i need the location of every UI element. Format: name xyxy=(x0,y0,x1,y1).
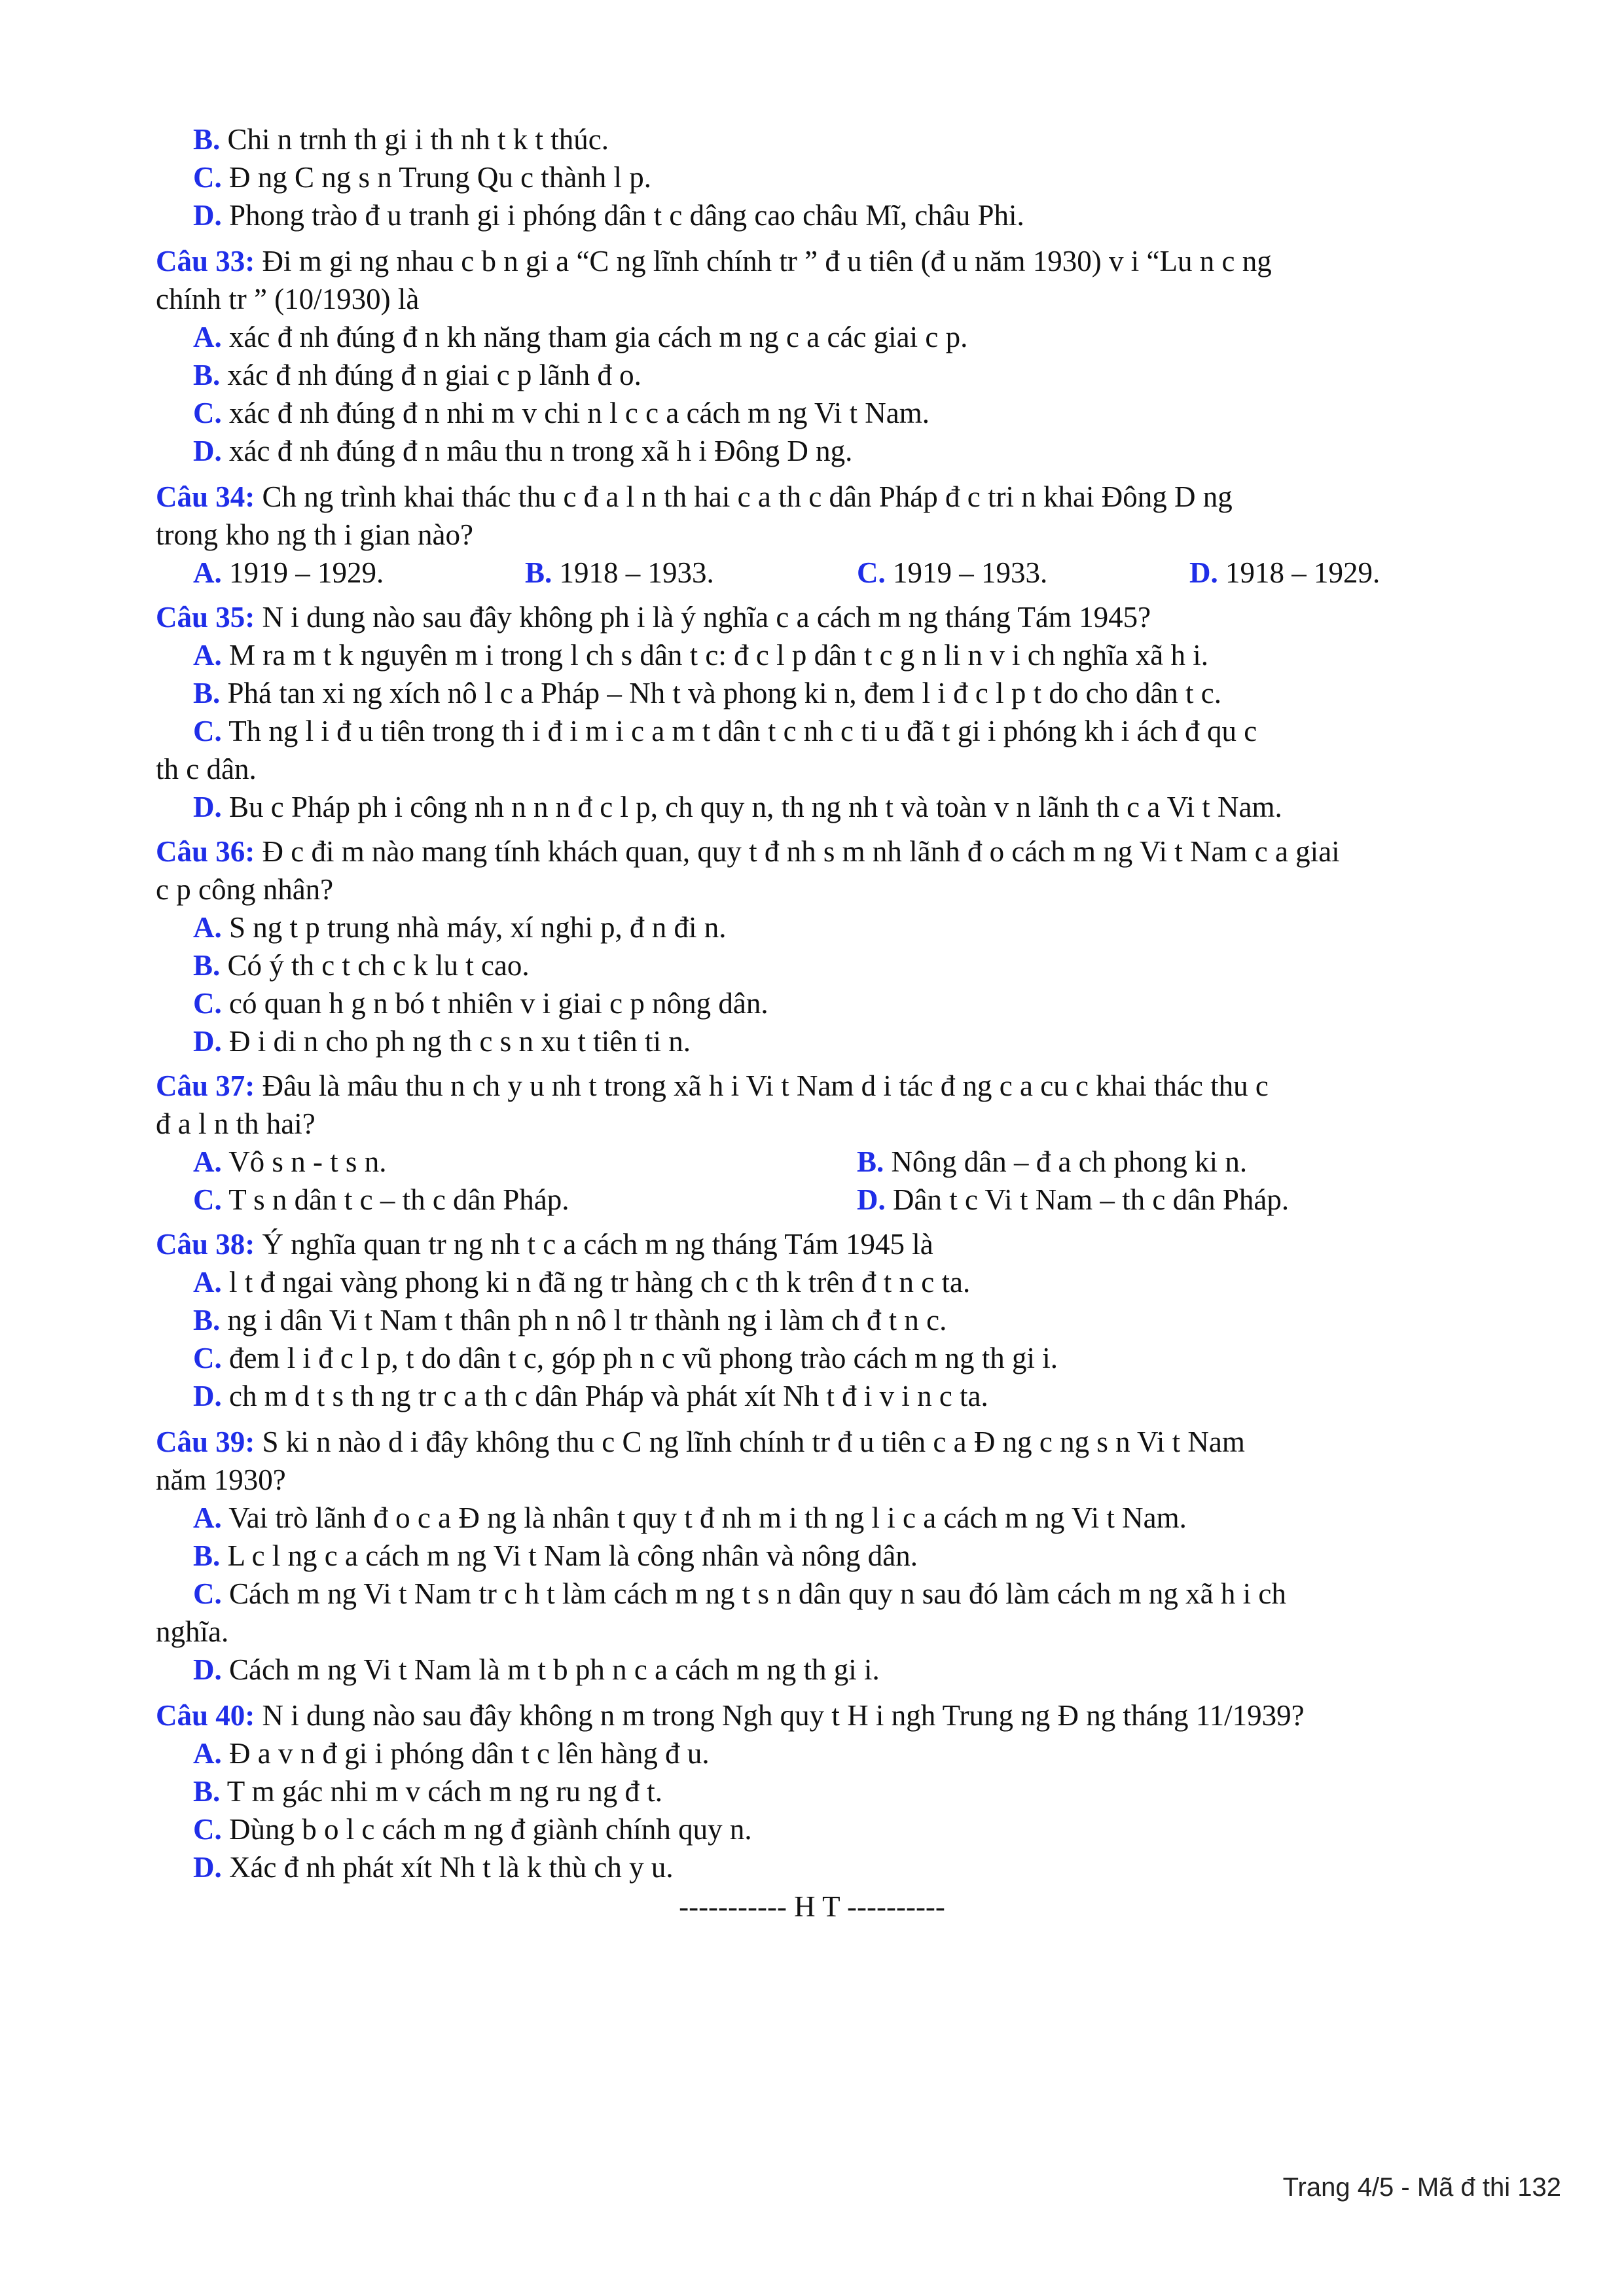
q35-option-d: D. Bu c Pháp ph i công nh n n n đ c l p, ch quy n, th ng nh t và toàn v n lãnh th c a Vi t Nam. xyxy=(193,791,1282,823)
q37-option-a: A. Vô s n - t s n. xyxy=(193,1145,387,1178)
q38-option-c: C. đem l i đ c l p, t do dân t c, góp ph n c vũ phong trào cách m ng th gi i. xyxy=(193,1342,1058,1374)
question-39: Câu 39: S ki n nào d i đây không thu c C ng lĩnh chính tr đ u tiên c a Đ ng c ng s n Vi t Nam xyxy=(156,1426,1245,1458)
q37-option-c: C. T s n dân t c – th c dân Pháp. xyxy=(193,1183,569,1216)
question-34: Câu 34: Ch ng trình khai thác thu c đ a l n th hai c a th c dân Pháp đ c tri n khai Đông D ng xyxy=(156,480,1233,513)
question-36-cont: c p công nhân? xyxy=(156,873,334,906)
q34-option-c: C. 1919 – 1933. xyxy=(857,556,1048,589)
q36-option-d: D. Đ i di n cho ph ng th c s n xu t tiên ti n. xyxy=(193,1025,691,1058)
question-37-cont: đ a l n th hai? xyxy=(156,1107,316,1140)
q39-option-c: C. Cách m ng Vi t Nam tr c h t làm cách m ng t s n dân quy n sau đó làm cách m ng xã h i ch xyxy=(193,1577,1286,1610)
q34-option-b: B. 1918 – 1933. xyxy=(525,556,714,589)
q38-option-d: D. ch m d t s th ng tr c a th c dân Pháp và phát xít Nh t đ i v i n c ta. xyxy=(193,1380,988,1412)
question-40: Câu 40: N i dung nào sau đây không n m trong Ngh quy t H i ngh Trung ng Đ ng tháng 11/1939? xyxy=(156,1699,1305,1732)
q35-option-b: B. Phá tan xi ng xích nô l c a Pháp – Nh t và phong ki n, đem l i đ c l p t do cho dân t c. xyxy=(193,677,1222,709)
q38-option-b: B. ng i dân Vi t Nam t thân ph n nô l tr thành ng i làm ch đ t n c. xyxy=(193,1304,947,1336)
q36-option-c: C. có quan h g n bó t nhiên v i giai c p nông dân. xyxy=(193,987,768,1020)
q39-option-d: D. Cách m ng Vi t Nam là m t b ph n c a cách m ng th gi i. xyxy=(193,1653,880,1686)
q40-option-b: B. T m gác nhi m v cách m ng ru ng đ t. xyxy=(193,1775,662,1808)
q35-option-a: A. M ra m t k nguyên m i trong l ch s dân t c: đ c l p dân t c g n li n v i ch nghĩa xã h i. xyxy=(193,639,1208,672)
question-34-cont: trong kho ng th i gian nào? xyxy=(156,518,473,551)
q33-option-c: C. xác đ nh đúng đ n nhi m v chi n l c c a cách m ng Vi t Nam. xyxy=(193,397,929,429)
q39-option-c-cont: nghĩa. xyxy=(156,1615,229,1648)
q40-option-c: C. Dùng b o l c cách m ng đ giành chính quy n. xyxy=(193,1813,752,1846)
q36-option-b: B. Có ý th c t ch c k lu t cao. xyxy=(193,949,530,982)
question-36: Câu 36: Đ c đi m nào mang tính khách quan, quy t đ nh s m nh lãnh đ o cách m ng Vi t Nam c a giai xyxy=(156,835,1340,868)
q33-option-d: D. xác đ nh đúng đ n mâu thu n trong xã h i Đông D ng. xyxy=(193,435,853,467)
q39-option-a: A. Vai trò lãnh đ o c a Đ ng là nhân t quy t đ nh m i th ng l i c a cách m ng Vi t Nam. xyxy=(193,1501,1187,1534)
q37-option-d: D. Dân t c Vi t Nam – th c dân Pháp. xyxy=(857,1183,1290,1216)
q34-option-d: D. 1918 – 1929. xyxy=(1189,556,1380,589)
question-38: Câu 38: Ý nghĩa quan tr ng nh t c a cách m ng tháng Tám 1945 là xyxy=(156,1228,933,1261)
q36-option-a: A. S ng t p trung nhà máy, xí nghi p, đ n đi n. xyxy=(193,911,727,944)
question-35: Câu 35: N i dung nào sau đây không ph i là ý nghĩa c a cách m ng tháng Tám 1945? xyxy=(156,601,1151,634)
q35-option-c-cont: th c dân. xyxy=(156,753,257,785)
q33-option-a: A. xác đ nh đúng đ n kh năng tham gia cách m ng c a các giai c p. xyxy=(193,321,968,353)
question-33-cont: chính tr ” (10/1930) là xyxy=(156,283,420,315)
option-d: D. Phong trào đ u tranh gi i phóng dân t c dâng cao châu Mĩ, châu Phi. xyxy=(193,199,1024,232)
q38-option-a: A. l t đ ngai vàng phong ki n đã ng tr hàng ch c th k trên đ t n c ta. xyxy=(193,1266,971,1299)
option-b: B. Chi n trnh th gi i th nh t k t thúc. xyxy=(193,123,609,156)
option-c: C. Đ ng C ng s n Trung Qu c thành l p. xyxy=(193,161,652,194)
q37-option-b: B. Nông dân – đ a ch phong ki n. xyxy=(857,1145,1248,1178)
q40-option-d: D. Xác đ nh phát xít Nh t là k thù ch y u. xyxy=(193,1851,674,1884)
end-marker: ----------- H T ---------- xyxy=(679,1890,945,1923)
page-footer: Trang 4/5 - Mã đ thi 132 xyxy=(1282,2173,1561,2202)
q40-option-a: A. Đ a v n đ gi i phóng dân t c lên hàng đ u. xyxy=(193,1737,710,1770)
q39-option-b: B. L c l ng c a cách m ng Vi t Nam là công nhân và nông dân. xyxy=(193,1539,918,1572)
q33-option-b: B. xác đ nh đúng đ n giai c p lãnh đ o. xyxy=(193,359,641,391)
question-33: Câu 33: Đi m gi ng nhau c b n gi a “C ng lĩnh chính tr ” đ u tiên (đ u năm 1930) v i “Lu n c ng xyxy=(156,245,1272,278)
question-37: Câu 37: Đâu là mâu thu n ch y u nh t trong xã h i Vi t Nam d i tác đ ng c a cu c khai thác thu c xyxy=(156,1069,1269,1102)
q35-option-c: C. Th ng l i đ u tiên trong th i đ i m i c a m t dân t c nh c ti u đã t gi i phóng kh i ách đ qu c xyxy=(193,715,1257,747)
question-39-cont: năm 1930? xyxy=(156,1463,286,1496)
q34-option-a: A. 1919 – 1929. xyxy=(193,556,384,589)
